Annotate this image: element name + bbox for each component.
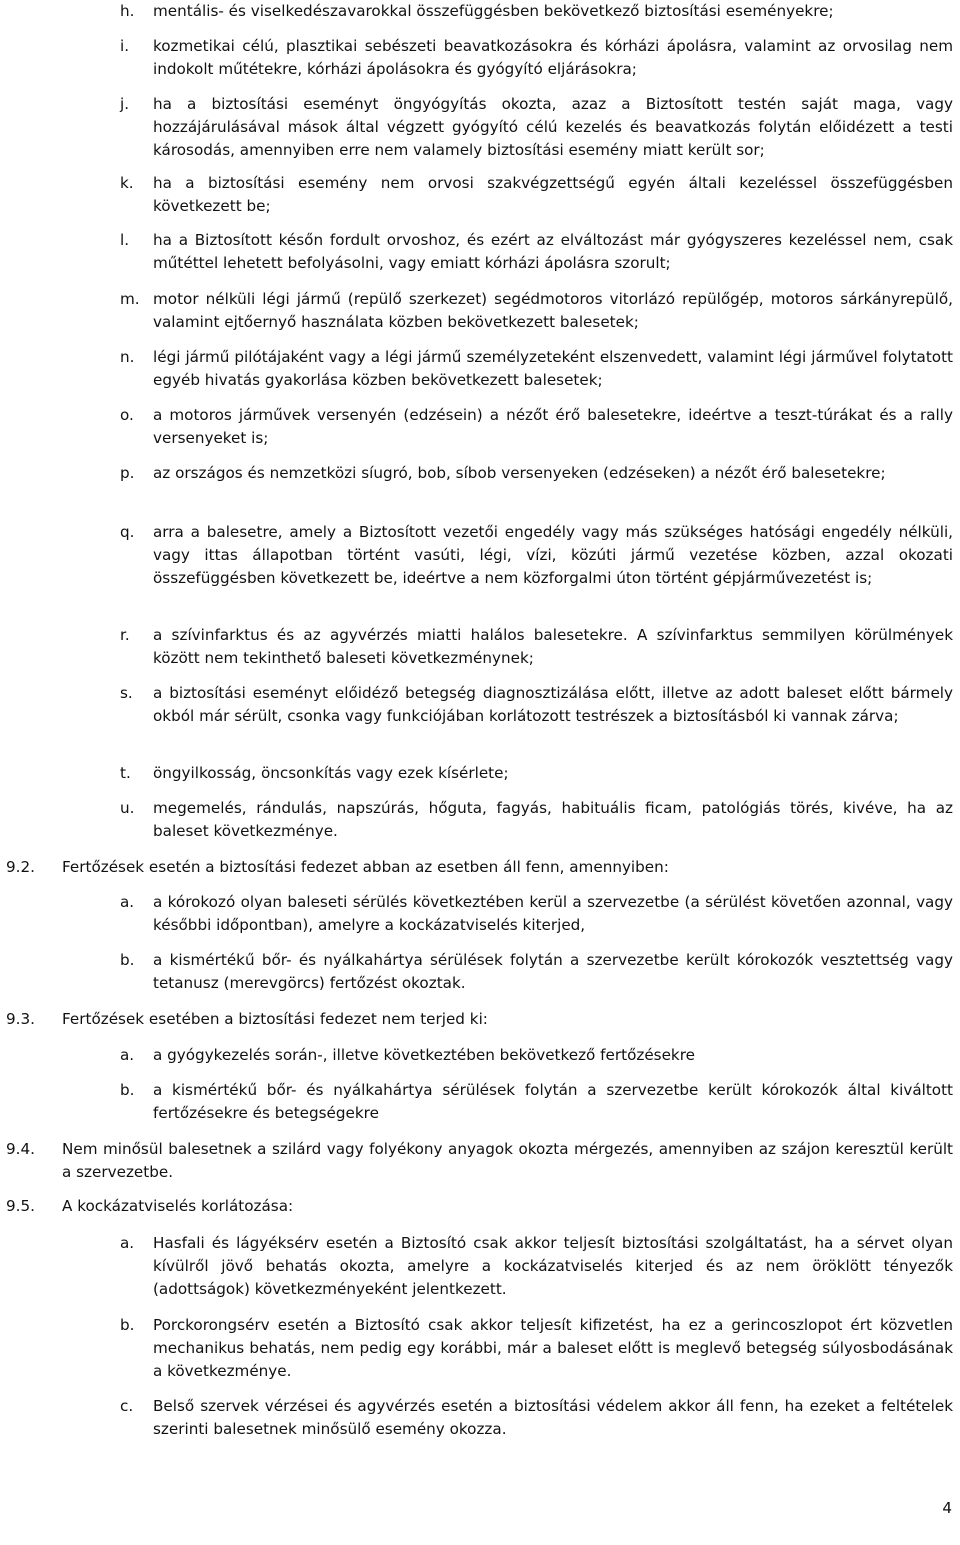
item-marker: r. bbox=[120, 626, 130, 644]
list-item bbox=[0, 93, 960, 162]
item-text: az országos és nemzetközi síugró, bob, síbob versenyeken (edzéseken) a nézőt érő balesetekre; bbox=[153, 464, 886, 482]
item-text: Hasfali és lágyéksérv esetén a Biztosító csak akkor teljesít biztosítási szolgáltatást, ha a sérvet olyan kívülről jövő behatás okozta, amelyre a kockázatviselés kiterjed és az nem öröklött tényezők (adottságok) következményeként jelentkezett. bbox=[153, 1234, 953, 1298]
item-text: a kórokozó olyan baleseti sérülés következtében kerül a szervezetbe (a sérülést követően azonnal, vagy későbbi időpontban), amelyre a kockázatviselés kiterjed, bbox=[153, 893, 953, 934]
list-item bbox=[0, 35, 960, 81]
list-item bbox=[0, 891, 960, 937]
list-item bbox=[0, 762, 960, 785]
list-item bbox=[0, 1138, 960, 1184]
item-text: kozmetikai célú, plasztikai sebészeti beavatkozásokra és kórházi ápolásra, valamint az orvosilag nem indokolt műtétekre, kórházi ápolásokra és gyógyító eljárásokra; bbox=[153, 37, 953, 78]
item-text: Fertőzések esetében a biztosítási fedezet nem terjed ki: bbox=[62, 1010, 488, 1028]
list-item bbox=[0, 288, 960, 334]
item-marker: b. bbox=[120, 1081, 135, 1099]
list-item bbox=[0, 1044, 960, 1067]
item-text: a szívinfarktus és az agyvérzés miatti halálos balesetekre. A szívinfarktus semmilyen körülmények között nem tekinthető baleseti következménynek; bbox=[153, 626, 953, 667]
item-marker: k. bbox=[120, 174, 134, 192]
item-text: a kismértékű bőr- és nyálkahártya sérülések folytán a szervezetbe került kórokozók által kiváltott fertőzésekre és betegségekre bbox=[153, 1081, 953, 1122]
item-text: mentális- és viselkedészavarokkal összefüggésben bekövetkező biztosítási eseményekre; bbox=[153, 2, 834, 20]
item-text: a kismértékű bőr- és nyálkahártya sérülések folytán a szervezetbe került kórokozók vesztettség vagy tetanusz (merevgörcs) fertőzést okoztak. bbox=[153, 951, 953, 992]
item-marker: a. bbox=[120, 893, 135, 911]
list-item bbox=[0, 1195, 960, 1218]
item-marker: i. bbox=[120, 37, 130, 55]
item-text: ha a biztosítási eseményt öngyógyítás okozta, azaz a Biztosított testén saját maga, vagy hozzájárulásával mások által végzett gyógyító célú kezelés és beavatkozás folytán előidézett a testi károsodás, amennyiben erre nem valamely biztosítási esemény miatt került sor; bbox=[153, 95, 953, 159]
item-text: a motoros járművek versenyén (edzésein) a nézőt érő balesetekre, ideértve a teszt-túrákat és a rally versenyeket is; bbox=[153, 406, 953, 447]
item-text: Fertőzések esetén a biztosítási fedezet abban az esetben áll fenn, amennyiben: bbox=[62, 858, 669, 876]
item-text: A kockázatviselés korlátozása: bbox=[62, 1197, 294, 1215]
list-item bbox=[0, 462, 960, 485]
item-marker: m. bbox=[120, 290, 140, 308]
list-item bbox=[0, 346, 960, 392]
list-item bbox=[0, 1008, 960, 1031]
item-marker: p. bbox=[120, 464, 135, 482]
item-marker: h. bbox=[120, 2, 135, 20]
item-marker: b. bbox=[120, 951, 135, 969]
item-text: a gyógykezelés során-, illetve következtében bekövetkező fertőzésekre bbox=[153, 1046, 695, 1064]
item-text: motor nélküli légi jármű (repülő szerkezet) segédmotoros vitorlázó repülőgép, motoros sárkányrepülő, valamint ejtőernyő használata közben bekövetkezett balesetek; bbox=[153, 290, 953, 331]
item-marker: a. bbox=[120, 1234, 135, 1252]
list-item bbox=[0, 1395, 960, 1441]
item-text: Nem minősül balesetnek a szilárd vagy folyékony anyagok okozta mérgezés, amennyiben az szájon keresztül került a szervezetbe. bbox=[62, 1140, 953, 1181]
item-marker: n. bbox=[120, 348, 135, 366]
page-number: 4 bbox=[942, 1499, 952, 1517]
item-text: légi jármű pilótájaként vagy a légi jármű személyzeteként elszenvedett, valamint légi járművel folytatott egyéb hivatás gyakorlása közben bekövetkezett balesetek; bbox=[153, 348, 953, 389]
list-item bbox=[0, 1314, 960, 1383]
item-text: Porckorongsérv esetén a Biztosító csak akkor teljesít kifizetést, ha ez a gerincoszlopot ért közvetlen mechanikus behatás, nem pedig egy korábbi, már a baleset előtt is meglevő betegség súlyosbodásának a következménye. bbox=[153, 1316, 953, 1380]
item-marker: a. bbox=[120, 1046, 135, 1064]
item-marker: t. bbox=[120, 764, 131, 782]
item-marker: c. bbox=[120, 1397, 134, 1415]
item-marker: 9.5. bbox=[6, 1197, 35, 1215]
list-item bbox=[0, 797, 960, 843]
list-item bbox=[0, 682, 960, 728]
item-text: megemelés, rándulás, napszúrás, hőguta, fagyás, habituális ficam, patológiás törés, kivéve, ha az baleset következménye. bbox=[153, 799, 953, 840]
item-marker: b. bbox=[120, 1316, 135, 1334]
item-marker: 9.2. bbox=[6, 858, 35, 876]
item-text: ha a Biztosított későn fordult orvoshoz, és ezért az elváltozást már gyógyszeres kezeléssel nem, csak műtéttel lehetett befolyásolni, vagy emiatt kórházi ápolásra szorult; bbox=[153, 231, 953, 272]
item-marker: q. bbox=[120, 523, 135, 541]
list-item bbox=[0, 521, 960, 590]
list-item bbox=[0, 404, 960, 450]
list-item bbox=[0, 624, 960, 670]
list-item bbox=[0, 949, 960, 995]
item-marker: l. bbox=[120, 231, 130, 249]
item-marker: s. bbox=[120, 684, 133, 702]
list-item bbox=[0, 1232, 960, 1301]
item-marker: u. bbox=[120, 799, 135, 817]
item-text: arra a balesetre, amely a Biztosított vezetői engedély vagy más szükséges hatósági engedély nélküli, vagy ittas állapotban történt vasúti, légi, vízi, közúti jármű vezetése közben, azzal okozati összefüggésben következett be, ideértve a nem közforgalmi úton történt gépjárművezetést is; bbox=[153, 523, 953, 587]
item-marker: j. bbox=[120, 95, 130, 113]
list-item bbox=[0, 0, 960, 23]
item-text: a biztosítási eseményt előidéző betegség diagnosztizálása előtt, illetve az adott baleset előtt bármely okból már sérült, csonka vagy funkciójában korlátozott testrészek a biztosításból ki vannak zárva; bbox=[153, 684, 953, 725]
list-item bbox=[0, 229, 960, 275]
item-text: Belső szervek vérzései és agyvérzés esetén a biztosítási védelem akkor áll fenn, ha ezeket a feltételek szerinti balesetnek minősülő esemény okozza. bbox=[153, 1397, 953, 1438]
item-marker: 9.3. bbox=[6, 1010, 35, 1028]
item-text: ha a biztosítási esemény nem orvosi szakvégzettségű egyén általi kezeléssel összefüggésben következett be; bbox=[153, 174, 953, 215]
list-item bbox=[0, 856, 960, 879]
item-marker: 9.4. bbox=[6, 1140, 35, 1158]
item-text: öngyilkosság, öncsonkítás vagy ezek kísérlete; bbox=[153, 764, 509, 782]
item-marker: o. bbox=[120, 406, 134, 424]
list-item bbox=[0, 1079, 960, 1125]
list-item bbox=[0, 172, 960, 218]
